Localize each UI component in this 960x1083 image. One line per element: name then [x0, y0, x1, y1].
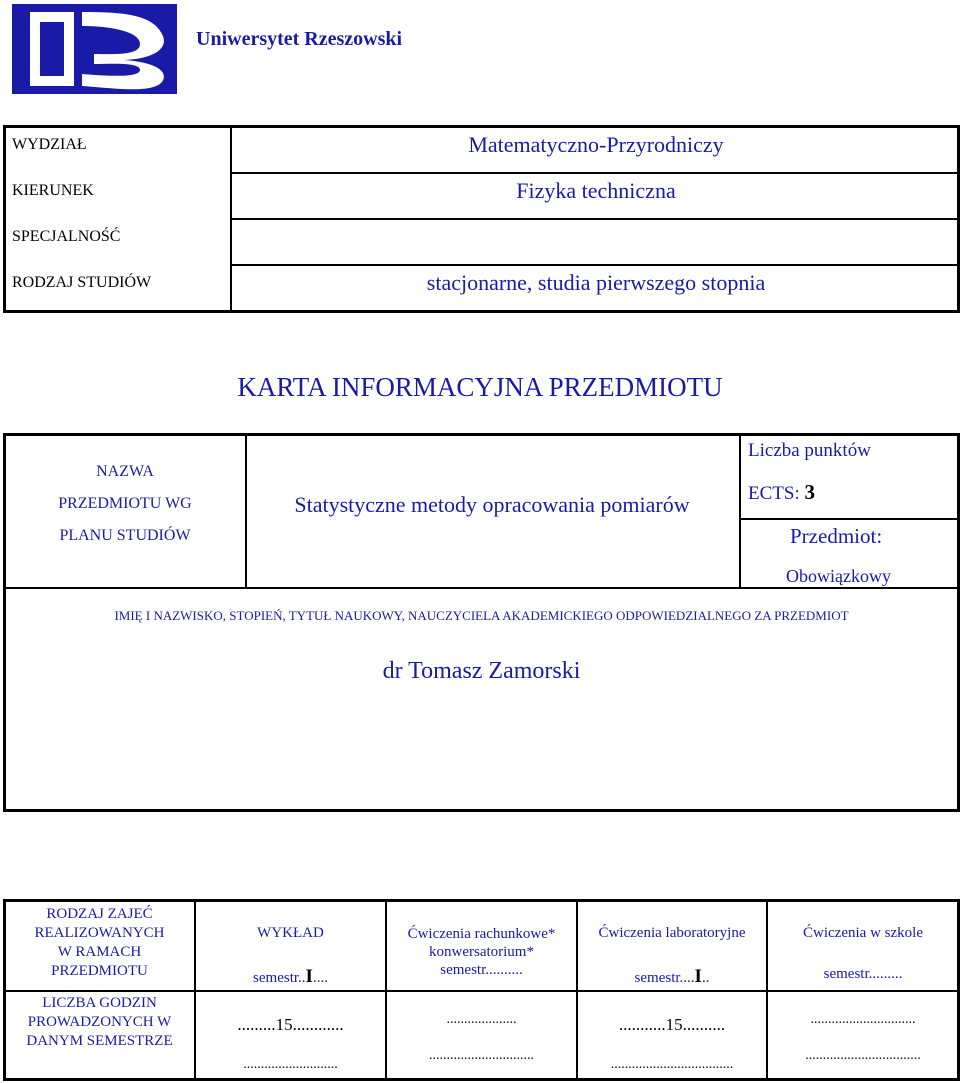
exercises-semester: semestr..........	[440, 962, 523, 978]
school-exercises-semester: semestr.........	[823, 966, 903, 982]
subject-name: Statystyczne metody opracowania pomiarów	[294, 492, 690, 517]
subject-name-label-line: NAZWA	[96, 463, 154, 480]
class-type-label-line: PRZEDMIOTU	[51, 963, 148, 979]
lecture-hours: .........15............	[237, 1015, 344, 1034]
lecture-name: WYKŁAD	[257, 925, 324, 941]
field-label: KIERUNEK	[12, 182, 94, 199]
card-title: KARTA INFORMACYJNA PRZEDMIOTU	[237, 372, 723, 402]
lecture-semester-tail: ....	[312, 970, 328, 986]
lecture-hours-2: ...........................	[243, 1057, 338, 1072]
exercises-name-line: Ćwiczenia rachunkowe*	[407, 926, 556, 942]
ects-divider	[740, 518, 958, 520]
field-value: Fizyka techniczna	[516, 178, 676, 203]
university-name: Uniwersytet Rzeszowski	[196, 28, 403, 50]
class-type-label-line: W RAMACH	[57, 944, 142, 960]
hours-label-line: PROWADZONYCH W	[27, 1014, 172, 1030]
subject-name-label	[5, 456, 245, 552]
subject-type-value: Obowiązkowy	[786, 566, 891, 586]
subject-name-label-line: PRZEDMIOTU WG	[58, 495, 192, 512]
subject-row-divider	[5, 587, 958, 589]
lab-name: Ćwiczenia laboratoryjne	[598, 925, 746, 941]
subject-name-label-line: PLANU STUDIÓW	[59, 527, 191, 544]
ects-label-2	[748, 480, 815, 505]
exercises-name-line: konwersatorium*	[429, 944, 534, 960]
hours-label-line: LICZBA GODZIN	[42, 995, 157, 1011]
faculty-value: Matematyczno-Przyrodniczy	[468, 132, 724, 157]
exercises-hours: ....................	[446, 1012, 517, 1027]
hours-label	[5, 994, 194, 1051]
school-exercises-name: Ćwiczenia w szkole	[803, 925, 923, 941]
class-type-label-line: RODZAJ ZAJEĆ	[46, 906, 153, 922]
info-table-row-divider	[232, 264, 960, 266]
specialty-label: SPECJALNOŚĆ	[12, 228, 121, 245]
ects-label: Liczba punktów	[748, 440, 871, 461]
info-table-row-divider	[232, 172, 960, 174]
exercises-hours-2: ..............................	[429, 1048, 534, 1063]
school-exercises-hours-2: .................................	[805, 1048, 921, 1063]
lecture-semester-text: semestr..	[253, 970, 306, 986]
lab-semester-num: I	[694, 966, 702, 987]
hours-label-line: DANYM SEMESTRZE	[26, 1033, 173, 1049]
class-type-label-line: REALIZOWANYCH	[34, 925, 165, 941]
ects-label-text: ECTS:	[748, 483, 800, 504]
study-type-label: RODZAJ STUDIÓW	[12, 274, 152, 291]
lab-hours-2: ...................................	[610, 1057, 734, 1072]
info-table-row-divider	[232, 218, 960, 220]
study-type-value: stacjonarne, studia pierwszego stopnia	[426, 270, 766, 295]
classes-row-divider	[5, 990, 958, 992]
teacher-name: dr Tomasz Zamorski	[382, 658, 581, 684]
university-logo-icon	[12, 4, 177, 94]
subject-divider-right	[739, 435, 741, 588]
lab-semester-tail: ..	[701, 970, 710, 986]
lab-semester-text: semestr....	[634, 970, 695, 986]
subject-type-label: Przedmiot:	[790, 524, 883, 548]
faculty-label: WYDZIAŁ	[12, 136, 87, 153]
teacher-label: IMIĘ I NAZWISKO, STOPIEŃ, TYTUŁ NAUKOWY, NAUCZYCIELA AKADEMICKIEGO ODPOWIEDZIALNEGO ZA PRZEDMIOT	[114, 608, 849, 623]
class-type-label	[5, 905, 194, 981]
lab-semester	[578, 966, 766, 988]
school-exercises-hours: ..............................	[810, 1012, 916, 1027]
ects-value: 3	[804, 480, 815, 504]
lab-hours: ...........15..........	[618, 1015, 726, 1034]
lecture-semester-num: I	[305, 966, 313, 987]
exercises-name	[387, 925, 576, 979]
lecture-semester	[196, 966, 385, 988]
